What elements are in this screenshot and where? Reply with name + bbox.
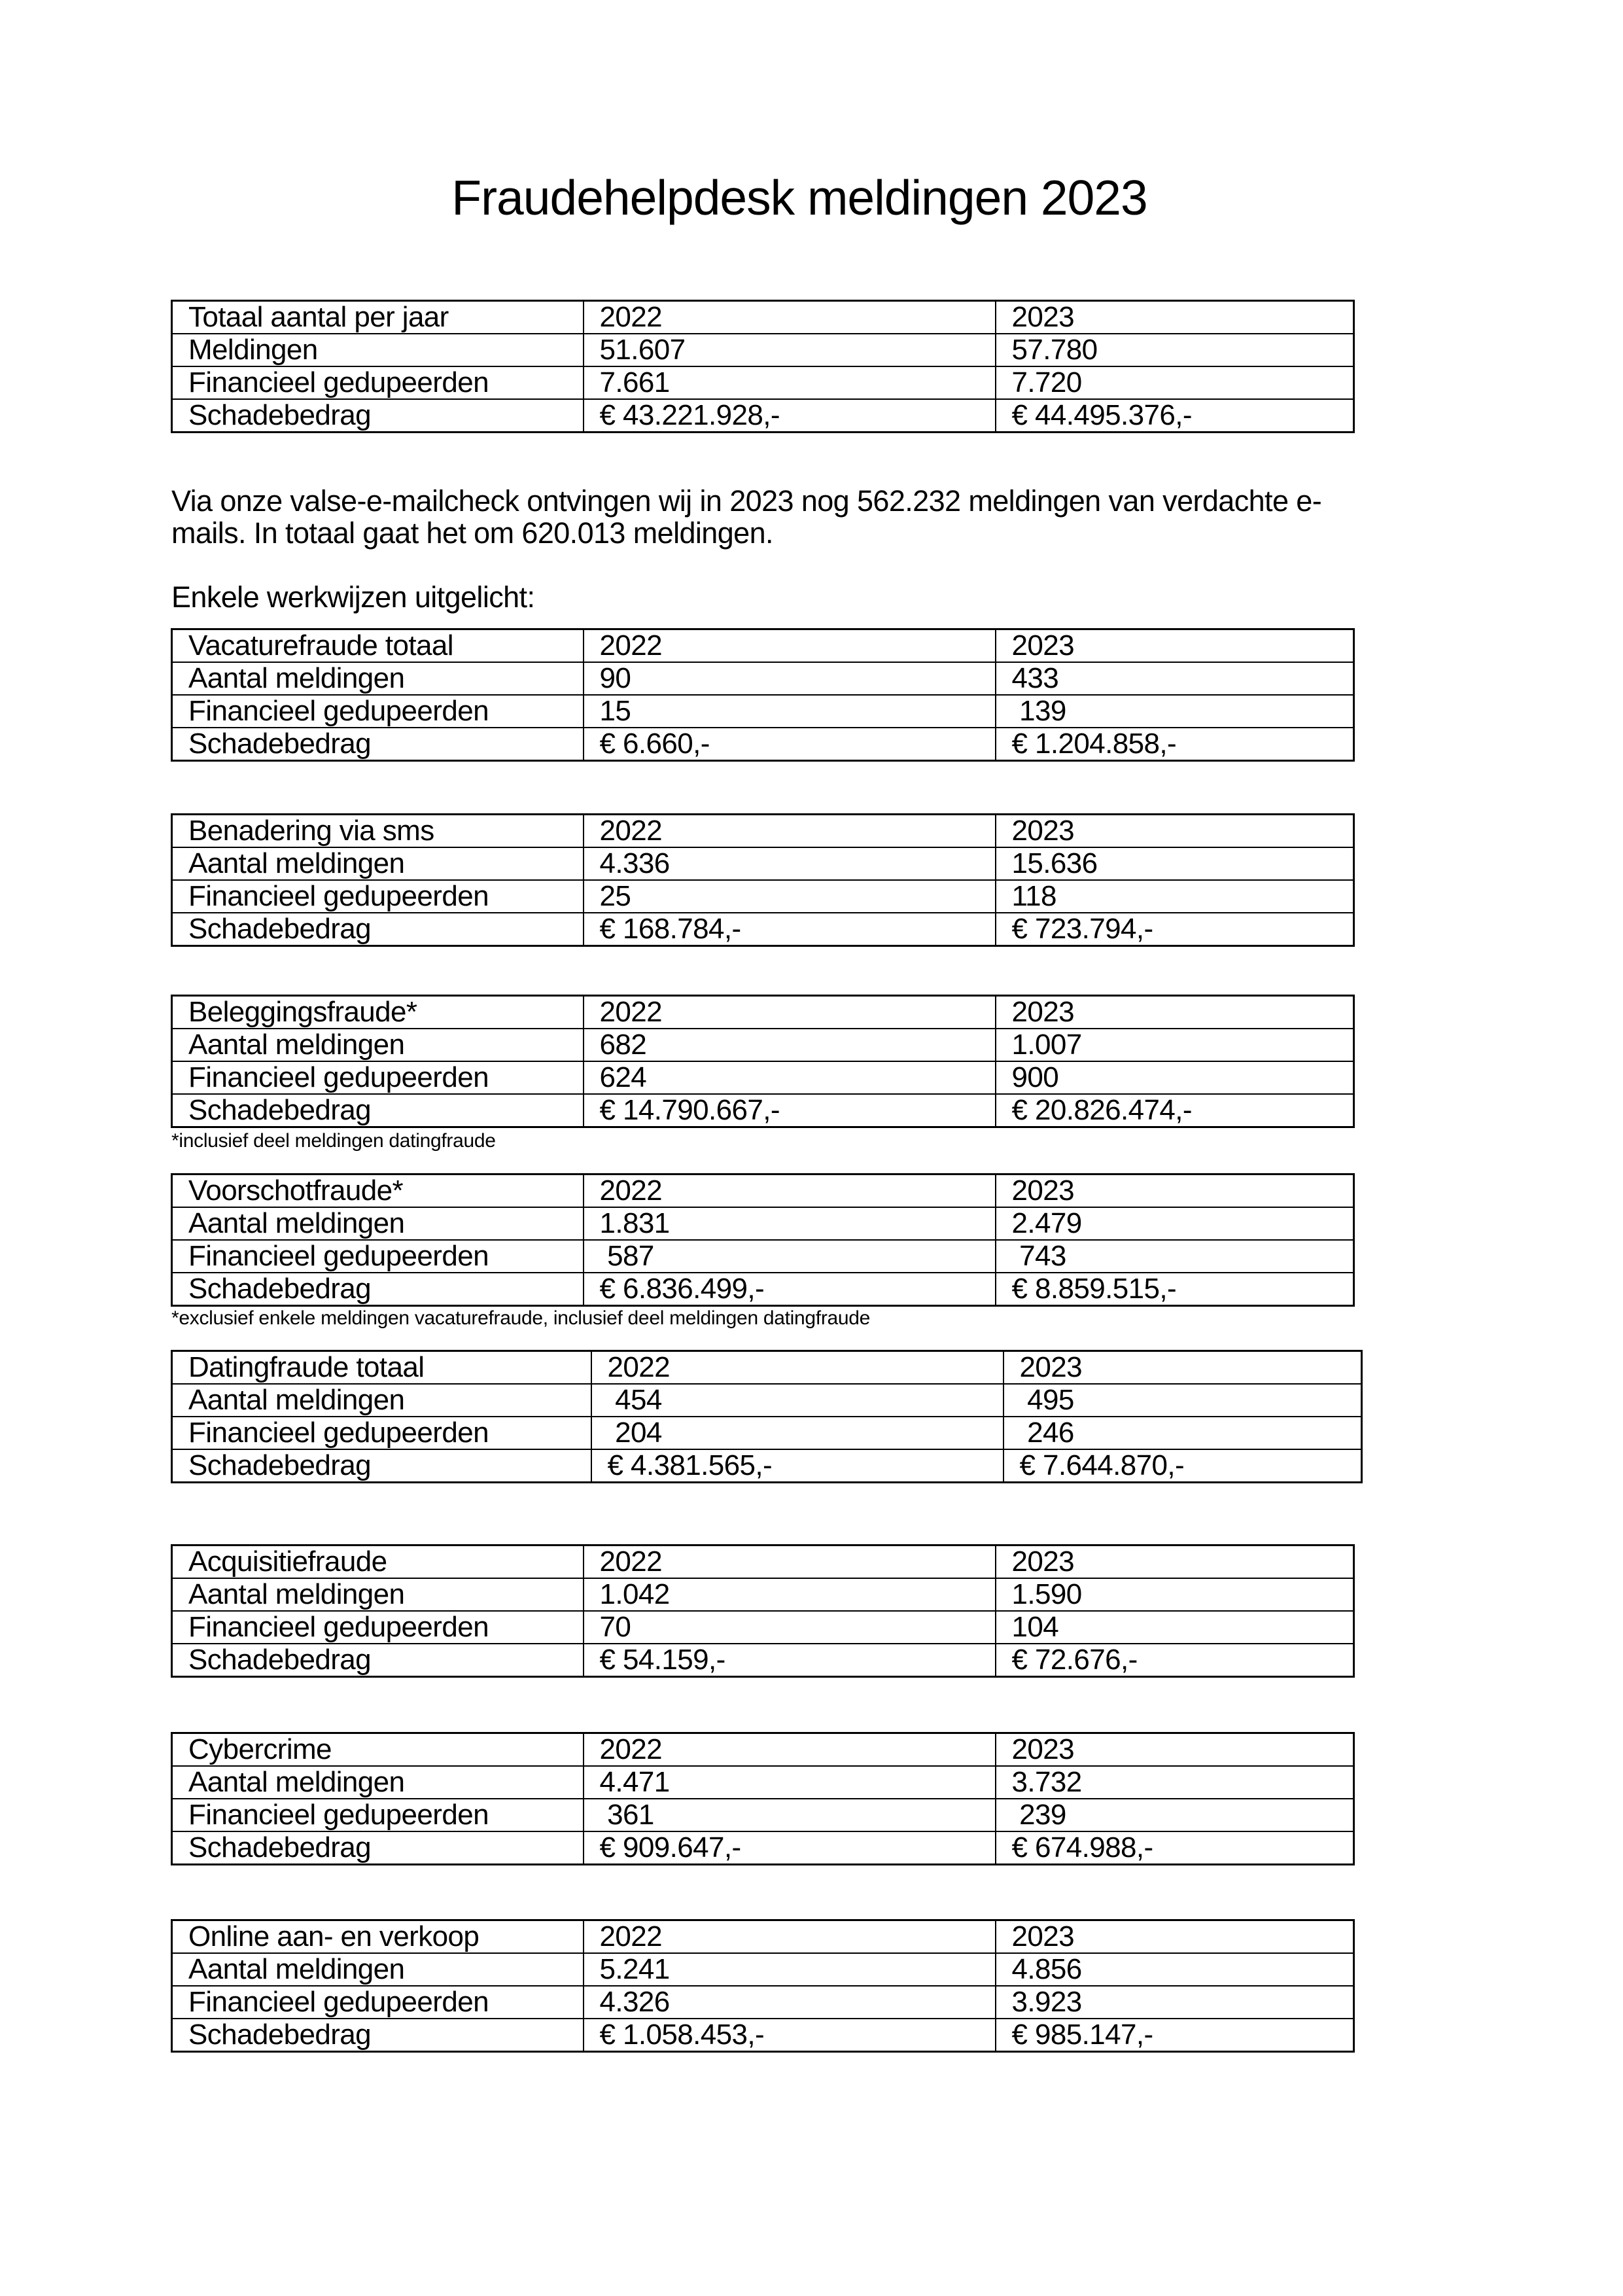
value-2022-cell: 1.042 [584, 1578, 996, 1611]
value-2022-cell: 25 [584, 880, 996, 913]
value-2023-cell: 246 [1003, 1417, 1362, 1449]
row-label-cell: Schadebedrag [172, 1644, 584, 1677]
row-label-cell: Aantal meldingen [172, 847, 584, 880]
value-2022-cell: € 6.660,- [584, 728, 996, 761]
value-2023-cell: 900 [996, 1061, 1354, 1094]
value-2023-cell: 433 [996, 662, 1354, 695]
value-2022-cell: 4.326 [584, 1986, 996, 2019]
table-row [172, 1578, 1354, 1611]
year-2023-header: 2023 [996, 301, 1354, 334]
value-2023-cell: 1.007 [996, 1029, 1354, 1061]
year-2023-header: 2023 [996, 1733, 1354, 1767]
table-row [172, 1240, 1354, 1273]
table-row [172, 880, 1354, 913]
value-2023-cell: 3.923 [996, 1986, 1354, 2019]
value-2023-cell: 2.479 [996, 1207, 1354, 1240]
value-2022-cell: 682 [584, 1029, 996, 1061]
value-2022-cell: € 14.790.667,- [584, 1094, 996, 1127]
year-2022-header: 2022 [584, 629, 996, 663]
table-row [172, 1449, 1362, 1483]
value-2023-cell: 104 [996, 1611, 1354, 1644]
value-2023-cell: € 44.495.376,- [996, 399, 1354, 433]
table-row [172, 1953, 1354, 1986]
row-label-cell: Financieel gedupeerden [172, 880, 584, 913]
table-header-row [172, 1733, 1354, 1767]
table-title-cell: Datingfraude totaal [172, 1351, 591, 1385]
value-2023-cell: € 723.794,- [996, 913, 1354, 946]
table-row [172, 334, 1354, 366]
intro-line-1: Via onze valse-e-mailcheck ontvingen wij in 2023 nog 562.232 meldingen van verdachte e- [171, 484, 1322, 518]
year-2022-header: 2022 [584, 1545, 996, 1579]
intro-paragraph [171, 485, 1382, 549]
row-label-cell: Schadebedrag [172, 1449, 591, 1483]
year-2023-header: 2023 [996, 815, 1354, 848]
year-2022-header: 2022 [584, 996, 996, 1029]
table-title-cell: Totaal aantal per jaar [172, 301, 584, 334]
table-header-row [172, 1545, 1354, 1579]
table-row [172, 1094, 1354, 1127]
table-row [172, 847, 1354, 880]
year-2023-header: 2023 [996, 1545, 1354, 1579]
value-2023-cell: 3.732 [996, 1766, 1354, 1799]
section-heading: Enkele werkwijzen uitgelicht: [171, 580, 535, 614]
row-label-cell: Aantal meldingen [172, 662, 584, 695]
row-label-cell: Financieel gedupeerden [172, 1061, 584, 1094]
table-header-row [172, 815, 1354, 848]
row-label-cell: Aantal meldingen [172, 1207, 584, 1240]
year-2023-header: 2023 [996, 1920, 1354, 1954]
value-2022-cell: 15 [584, 695, 996, 728]
row-label-cell: Financieel gedupeerden [172, 1799, 584, 1831]
value-2023-cell: 1.590 [996, 1578, 1354, 1611]
table-row [172, 913, 1354, 946]
row-label-cell: Financieel gedupeerden [172, 1240, 584, 1273]
row-label-cell: Financieel gedupeerden [172, 1986, 584, 2019]
table-datingfraude [171, 1350, 1363, 1483]
row-label-cell: Financieel gedupeerden [172, 1611, 584, 1644]
year-2022-header: 2022 [591, 1351, 1003, 1385]
value-2023-cell: € 20.826.474,- [996, 1094, 1354, 1127]
value-2023-cell: € 8.859.515,- [996, 1273, 1354, 1306]
table-title-cell: Benadering via sms [172, 815, 584, 848]
table-row [172, 1611, 1354, 1644]
row-label-cell: Schadebedrag [172, 399, 584, 433]
table-title-cell: Vacaturefraude totaal [172, 629, 584, 663]
table-row [172, 1799, 1354, 1831]
table-voorschotfraude [171, 1173, 1355, 1307]
value-2022-cell: 7.661 [584, 366, 996, 399]
year-2023-header: 2023 [1003, 1351, 1362, 1385]
row-label-cell: Financieel gedupeerden [172, 366, 584, 399]
year-2022-header: 2022 [584, 301, 996, 334]
row-label-cell: Financieel gedupeerden [172, 1417, 591, 1449]
row-label-cell: Meldingen [172, 334, 584, 366]
table-header-row [172, 301, 1354, 334]
value-2023-cell: € 72.676,- [996, 1644, 1354, 1677]
table-footnote: *exclusief enkele meldingen vacaturefraude, inclusief deel meldingen datingfraude [171, 1307, 871, 1329]
value-2022-cell: € 54.159,- [584, 1644, 996, 1677]
year-2023-header: 2023 [996, 629, 1354, 663]
table-beleggingsfraude [171, 995, 1355, 1128]
table-row [172, 1029, 1354, 1061]
row-label-cell: Schadebedrag [172, 1094, 584, 1127]
value-2022-cell: 90 [584, 662, 996, 695]
table-row [172, 1644, 1354, 1677]
table-header-row [172, 629, 1354, 663]
value-2023-cell: € 1.204.858,- [996, 728, 1354, 761]
value-2023-cell: 743 [996, 1240, 1354, 1273]
row-label-cell: Schadebedrag [172, 913, 584, 946]
row-label-cell: Schadebedrag [172, 1831, 584, 1865]
value-2023-cell: 7.720 [996, 366, 1354, 399]
table-row [172, 1384, 1362, 1417]
table-row [172, 366, 1354, 399]
value-2022-cell: € 1.058.453,- [584, 2019, 996, 2052]
table-row [172, 399, 1354, 433]
value-2022-cell: 454 [591, 1384, 1003, 1417]
value-2022-cell: 4.471 [584, 1766, 996, 1799]
table-vacaturefraude [171, 628, 1355, 762]
table-row [172, 1831, 1354, 1865]
value-2022-cell: € 6.836.499,- [584, 1273, 996, 1306]
value-2022-cell: 361 [584, 1799, 996, 1831]
table-row [172, 2019, 1354, 2052]
row-label-cell: Schadebedrag [172, 1273, 584, 1306]
value-2023-cell: 118 [996, 880, 1354, 913]
row-label-cell: Aantal meldingen [172, 1578, 584, 1611]
table-cybercrime [171, 1732, 1355, 1865]
table-online-aan-en-verkoop [171, 1919, 1355, 2053]
table-title-cell: Voorschotfraude* [172, 1174, 584, 1208]
value-2023-cell: € 7.644.870,- [1003, 1449, 1362, 1483]
table-title-cell: Acquisitiefraude [172, 1545, 584, 1579]
value-2022-cell: € 4.381.565,- [591, 1449, 1003, 1483]
value-2022-cell: 70 [584, 1611, 996, 1644]
year-2022-header: 2022 [584, 1920, 996, 1954]
row-label-cell: Aantal meldingen [172, 1766, 584, 1799]
value-2022-cell: 587 [584, 1240, 996, 1273]
table-header-row [172, 996, 1354, 1029]
value-2023-cell: 495 [1003, 1384, 1362, 1417]
table-header-row [172, 1920, 1354, 1954]
table-footnote: *inclusief deel meldingen datingfraude [171, 1130, 496, 1152]
table-row [172, 1766, 1354, 1799]
table-row [172, 1207, 1354, 1240]
row-label-cell: Aantal meldingen [172, 1384, 591, 1417]
table-acquisitiefraude [171, 1544, 1355, 1678]
value-2022-cell: 624 [584, 1061, 996, 1094]
year-2023-header: 2023 [996, 996, 1354, 1029]
table-row [172, 695, 1354, 728]
table-totaal-aantal-per-jaar [171, 300, 1355, 433]
value-2022-cell: € 909.647,- [584, 1831, 996, 1865]
value-2022-cell: 5.241 [584, 1953, 996, 1986]
intro-line-2: mails. In totaal gaat het om 620.013 meldingen. [171, 516, 773, 550]
value-2022-cell: 51.607 [584, 334, 996, 366]
table-header-row [172, 1174, 1354, 1208]
table-benadering-via-sms [171, 813, 1355, 947]
row-label-cell: Schadebedrag [172, 728, 584, 761]
value-2023-cell: 57.780 [996, 334, 1354, 366]
value-2022-cell: 1.831 [584, 1207, 996, 1240]
row-label-cell: Schadebedrag [172, 2019, 584, 2052]
table-header-row [172, 1351, 1362, 1385]
value-2023-cell: € 985.147,- [996, 2019, 1354, 2052]
value-2023-cell: 239 [996, 1799, 1354, 1831]
value-2022-cell: € 168.784,- [584, 913, 996, 946]
page-title: Fraudehelpdesk meldingen 2023 [451, 170, 1147, 225]
row-label-cell: Aantal meldingen [172, 1953, 584, 1986]
value-2022-cell: 204 [591, 1417, 1003, 1449]
table-row [172, 728, 1354, 761]
table-title-cell: Cybercrime [172, 1733, 584, 1767]
value-2023-cell: 15.636 [996, 847, 1354, 880]
table-row [172, 1273, 1354, 1306]
value-2023-cell: 4.856 [996, 1953, 1354, 1986]
year-2022-header: 2022 [584, 1174, 996, 1208]
table-row [172, 662, 1354, 695]
year-2023-header: 2023 [996, 1174, 1354, 1208]
value-2022-cell: € 43.221.928,- [584, 399, 996, 433]
year-2022-header: 2022 [584, 1733, 996, 1767]
row-label-cell: Financieel gedupeerden [172, 695, 584, 728]
table-title-cell: Online aan- en verkoop [172, 1920, 584, 1954]
table-row [172, 1986, 1354, 2019]
year-2022-header: 2022 [584, 815, 996, 848]
table-row [172, 1417, 1362, 1449]
value-2023-cell: 139 [996, 695, 1354, 728]
value-2022-cell: 4.336 [584, 847, 996, 880]
row-label-cell: Aantal meldingen [172, 1029, 584, 1061]
table-title-cell: Beleggingsfraude* [172, 996, 584, 1029]
value-2023-cell: € 674.988,- [996, 1831, 1354, 1865]
table-row [172, 1061, 1354, 1094]
